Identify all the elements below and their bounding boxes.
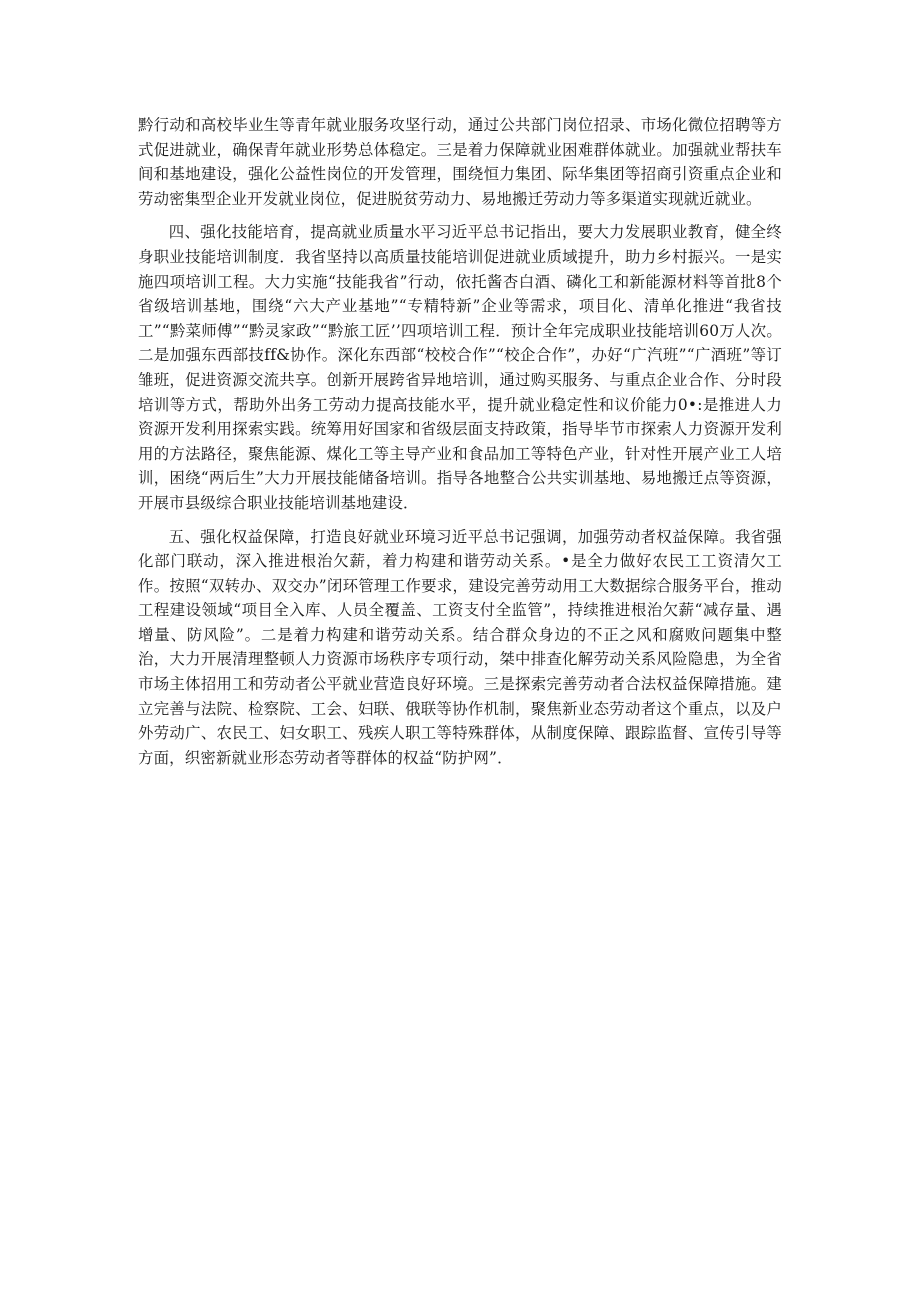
paragraph-section-five: 五、强化权益保障，打造良好就业环境习近平总书记强调，加强劳动者权益保障。我省强化部门联动，深入推进根治欠薪，着力构建和谐劳动关系。•是全力做好农民工工资清欠工作。按照“双转办、双交办”闭环管理工作要求，建设完善劳动用工大数据综合服务平台，推动工程建设领域“项目全入库、人员全覆盖、工资支付全监管”，持续推进根治欠薪“减存量、遇增量、防风险”。二是着力构建和谐劳动关系。结合群众身边的不正之风和腐败问题集中整治，大力开展清理整顿人力资源市场秩序专项行动，桀中排查化解劳动关系风险隐患，为全省市场主体招用工和劳动者公平就业营造良好环境。三是探索完善劳动者合法权益保障措施。建立完善与法院、检察院、工会、妇联、俄联等协作机制，聚焦新业态劳动者这个重点，以及户外劳动广、农民工、妇女职工、残疾人职工等特殊群体，从制度保障、跟踪监督、宣传引导等方面，织密新就业形态劳动者等群体的权益“防护网”． [138, 527, 782, 767]
paragraph-section-four: 四、强化技能培育，提高就业质量水平习近平总书记指出，要大力发展职业教育，健全终身职业技能培训制度．我省坚持以高质量技能培训促进就业质域提升，助力乡村振兴。一是实施四项培训工程。大力实施“技能我省”行动，依托酱杏白酒、磷化工和新能源材料等首批8个省级培训基地，围绕“六大产业基地”“专精特新”企业等需求，项目化、清单化推进“我省技工”“黔菜师傅”“黔灵家政”“黔旅工匠’’四项培训工程．预计全年完成职业技能培训60万人次。二是加强东西部技ff&协作。深化东西部“校校合作”“校企合作”，办好“广汽班”“广酒班”等订雏班，促进资源交流共享。创新开展跨省异地培训，通过购买服务、与重点企业合作、分时段培训等方式，帮助外出务工劳动力提高技能水平，提升就业稳定性和议价能力0•:是推进人力资源开发利用探索实践。统筹用好国家和省级层面支持政策，指导毕节市探索人力资源开发利用的方法路径，聚焦能源、煤化工等主导产业和食品加工等特色产业，针对性开展产业工人培训，困绕“两后生”大力开展技能储备培训。指导各地整合公共实训基地、易地搬迁点等资源，开展市县级综合职业技能培训基地建设． [138, 223, 782, 512]
paragraph-continued: 黔行动和高校毕业生等青年就业服务攻坚行动，通过公共部门岗位招录、市场化微位招聘等方式促进就业，确保青年就业形势总体稳定。三是着力保障就业困难群体就业。加强就业帮扶车间和基地建设，强化公益性岗位的开发管理，围绕恒力集团、际华集团等招商引资重点企业和劳动密集型企业开发就业岗位，促进脱贫劳动力、易地搬迁劳动力等多渠道实现就近就业。 [138, 116, 782, 208]
document-page [138, 113, 782, 770]
